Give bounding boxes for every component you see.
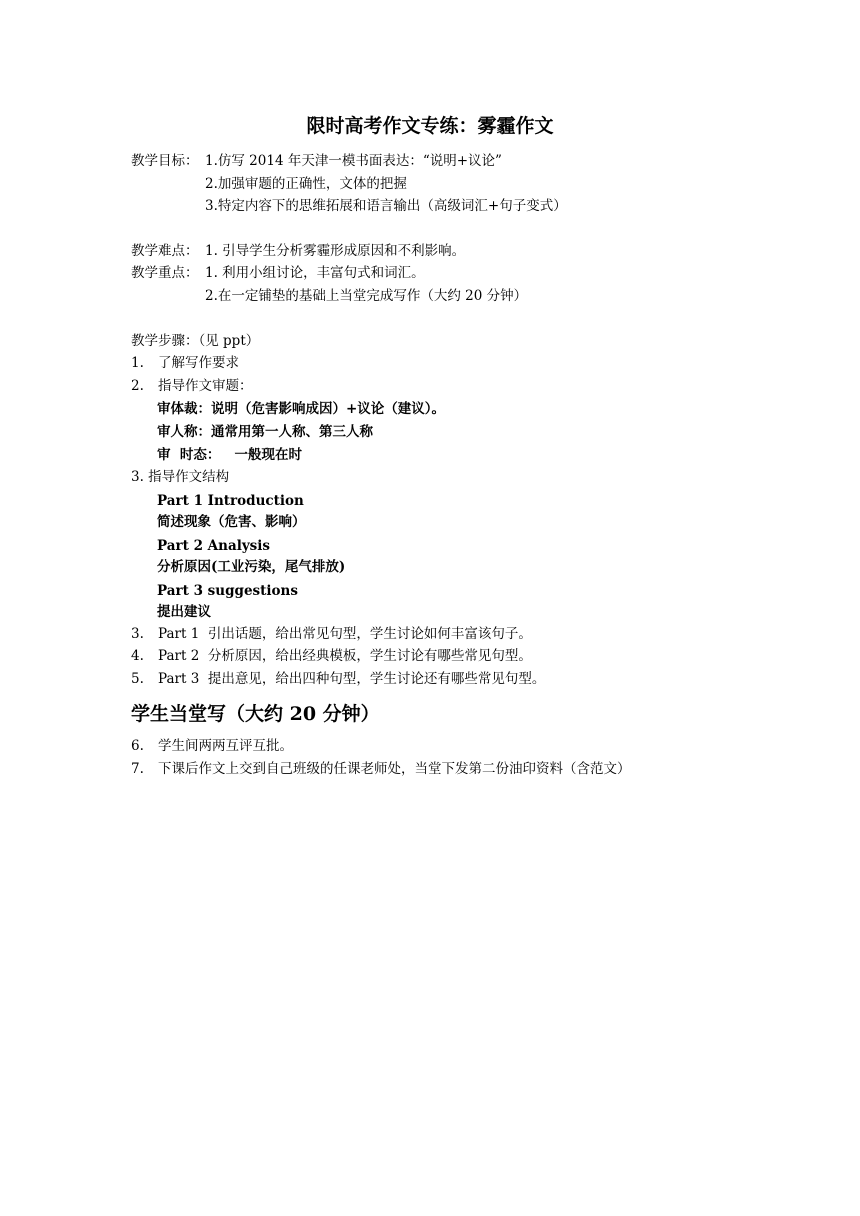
focus-item-1: 1. 利用小组讨论，丰富句式和词汇。	[205, 265, 425, 281]
step-item	[131, 380, 253, 394]
focus-item-2: 2.在一定铺垫的基础上当堂完成写作（大约 20 分钟）	[205, 288, 528, 304]
step-number: 5.	[131, 671, 144, 687]
structure-header: 3. 指导作文结构	[131, 469, 230, 485]
step-text: Part 2 分析原因，给出经典模板，学生讨论有哪些常见句型。	[158, 648, 532, 664]
structure-part2-title: Part 2 Analysis	[157, 538, 271, 554]
structure-part1-desc: 简述现象（危害、影响）	[157, 514, 306, 530]
difficulty-item-1: 1. 引导学生分析雾霾形成原因和不利影响。	[205, 243, 466, 259]
objective-item-3: 3.特定内容下的思维拓展和语言输出（高级词汇+句子变式）	[205, 198, 567, 214]
step-item	[131, 650, 532, 664]
step-item	[131, 740, 293, 754]
inclass-writing-heading: 学生当堂写（大约 20 分钟）	[131, 703, 380, 725]
step-number: 6.	[131, 738, 144, 754]
structure-part3-desc: 提出建议	[157, 604, 211, 620]
step-number: 7.	[131, 761, 144, 777]
step-text: 指导作文审题：	[158, 378, 253, 394]
objectives-label: 教学目标：	[131, 153, 199, 169]
step-text: Part 1 引出话题，给出常见句型，学生讨论如何丰富该句子。	[158, 626, 532, 642]
objective-item-2: 2.加强审题的正确性，文体的把握	[205, 176, 407, 192]
structure-part1-title: Part 1 Introduction	[157, 493, 304, 509]
step-text: Part 3 提出意见，给出四种句型，学生讨论还有哪些常见句型。	[158, 671, 546, 687]
review-person: 审人称：通常用第一人称、第三人称	[157, 424, 373, 440]
focus-label: 教学重点：	[131, 265, 199, 281]
step-number: 4.	[131, 648, 144, 664]
step-number: 2.	[131, 378, 144, 394]
difficulty-label: 教学难点：	[131, 243, 199, 259]
step-item	[131, 357, 239, 371]
steps-header: 教学步骤：（见 ppt）	[131, 333, 260, 349]
review-genre: 审体裁：说明（危害影响成因）+议论（建议）。	[157, 401, 446, 417]
structure-part3-title: Part 3 suggestions	[157, 583, 298, 599]
step-text: 下课后作文上交到自己班级的任课老师处，当堂下发第二份油印资料（含范文）	[158, 761, 631, 777]
step-item	[131, 628, 532, 642]
objective-item-1: 1.仿写 2014 年天津一模书面表达：“说明+议论”	[205, 153, 502, 169]
page-title: 限时高考作文专练：雾霾作文	[306, 115, 554, 137]
step-number: 3.	[131, 626, 144, 642]
step-text: 学生间两两互评互批。	[158, 738, 293, 754]
structure-part2-desc: 分析原因(工业污染，尾气排放)	[157, 559, 346, 575]
step-item	[131, 763, 631, 777]
review-tense: 审 时态： 一般现在时	[157, 447, 302, 463]
step-number: 1.	[131, 355, 144, 371]
step-item	[131, 673, 545, 687]
step-text: 了解写作要求	[158, 355, 239, 371]
